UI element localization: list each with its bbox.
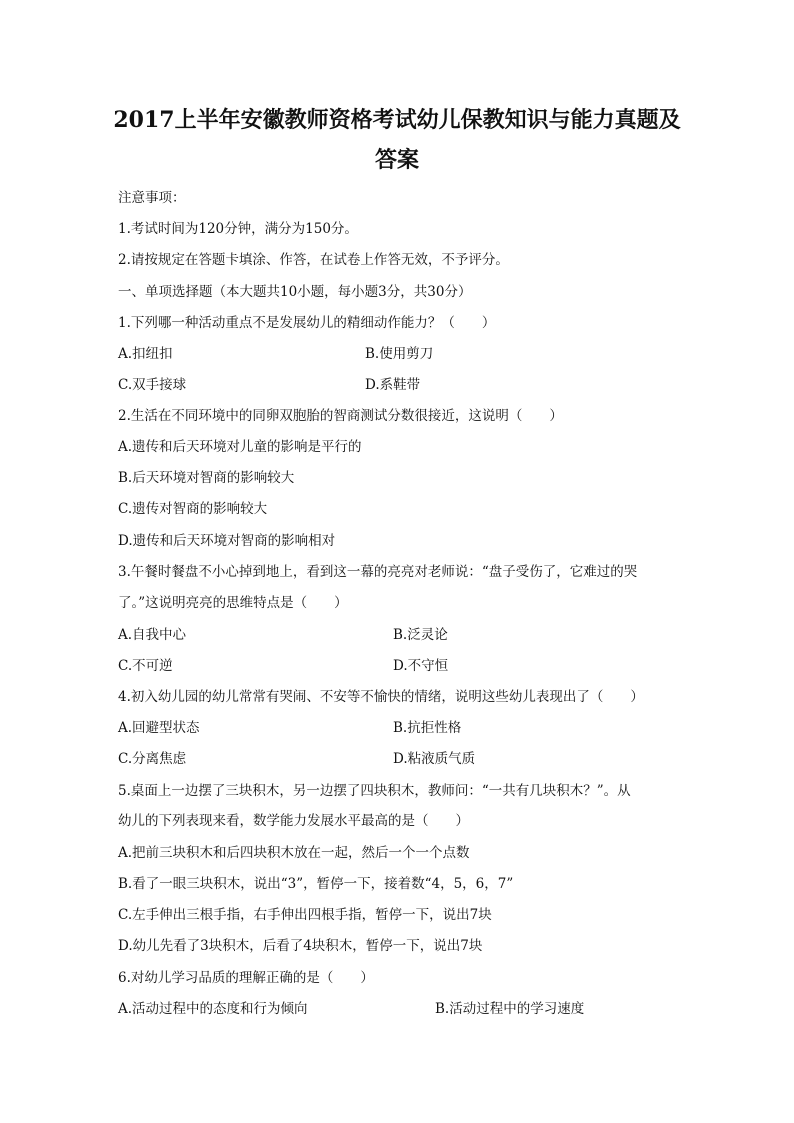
option: B.看了一眼三块积木，说出“3”，暂停一下，接着数“4，5，6，7” (118, 876, 514, 892)
option: B.使用剪刀 (365, 346, 434, 362)
option: A.活动过程中的态度和行为倾向 (118, 1001, 308, 1017)
option: C.双手接球 (118, 377, 187, 393)
option: D.不守恒 (393, 658, 449, 674)
option: B.活动过程中的学习速度 (435, 1001, 585, 1017)
option: A.扣纽扣 (118, 346, 173, 362)
question-stem-cont: 幼儿的下列表现来看，数学能力发展水平最高的是（ ） (118, 813, 469, 829)
option: C.不可逆 (118, 658, 173, 674)
question-stem: 3.午餐时餐盘不小心掉到地上，看到这一幕的亮亮对老师说：“盘子受伤了，它难过的哭 (118, 564, 638, 580)
option: B.抗拒性格 (393, 720, 462, 736)
option: D.系鞋带 (365, 377, 421, 393)
question-stem-cont: 了。”这说明亮亮的思维特点是（ ） (118, 595, 348, 611)
option: A.自我中心 (118, 627, 187, 643)
notice-heading: 注意事项： (118, 190, 186, 206)
document-title-cont: 答案 (374, 147, 419, 173)
question-stem: 1.下列哪一种活动重点不是发展幼儿的精细动作能力？（ ） (118, 315, 496, 331)
option: A.把前三块积木和后四块积木放在一起，然后一个一个点数 (118, 845, 470, 861)
option: D.遗传和后天环境对智商的影响相对 (118, 533, 336, 549)
option: A.回避型状态 (118, 720, 200, 736)
option: B.后天环境对智商的影响较大 (118, 470, 295, 486)
option: D.粘液质气质 (393, 751, 476, 767)
question-stem: 4.初入幼儿园的幼儿常常有哭闹、不安等不愉快的情绪，说明这些幼儿表现出了（ ） (118, 689, 644, 705)
notice-item: 2.请按规定在答题卡填涂、作答，在试卷上作答无效，不予评分。 (118, 252, 509, 268)
question-stem: 5.桌面上一边摆了三块积木，另一边摆了四块积木，教师问：“一共有几块积木？”。从 (118, 783, 631, 799)
option: B.泛灵论 (393, 627, 448, 643)
section-heading: 一、单项选择题（本大题共10小题，每小题3分，共30分） (118, 284, 472, 300)
option: C.分离焦虑 (118, 751, 187, 767)
question-stem: 6.对幼儿学习品质的理解正确的是（ ） (118, 970, 374, 986)
notice-item: 1.考试时间为120分钟，满分为150分。 (118, 221, 358, 237)
question-stem: 2.生活在不同环境中的同卵双胞胎的智商测试分数很接近，这说明（ ） (118, 408, 563, 424)
document-title: 2017上半年安徽教师资格考试幼儿保教知识与能力真题及 (113, 107, 681, 133)
option: A.遗传和后天环境对儿童的影响是平行的 (118, 439, 362, 455)
option: D.幼儿先看了3块积木，后看了4块积木，暂停一下，说出7块 (118, 938, 483, 954)
option: C.遗传对智商的影响较大 (118, 501, 268, 517)
option: C.左手伸出三根手指，右手伸出四根手指，暂停一下，说出7块 (118, 907, 492, 923)
